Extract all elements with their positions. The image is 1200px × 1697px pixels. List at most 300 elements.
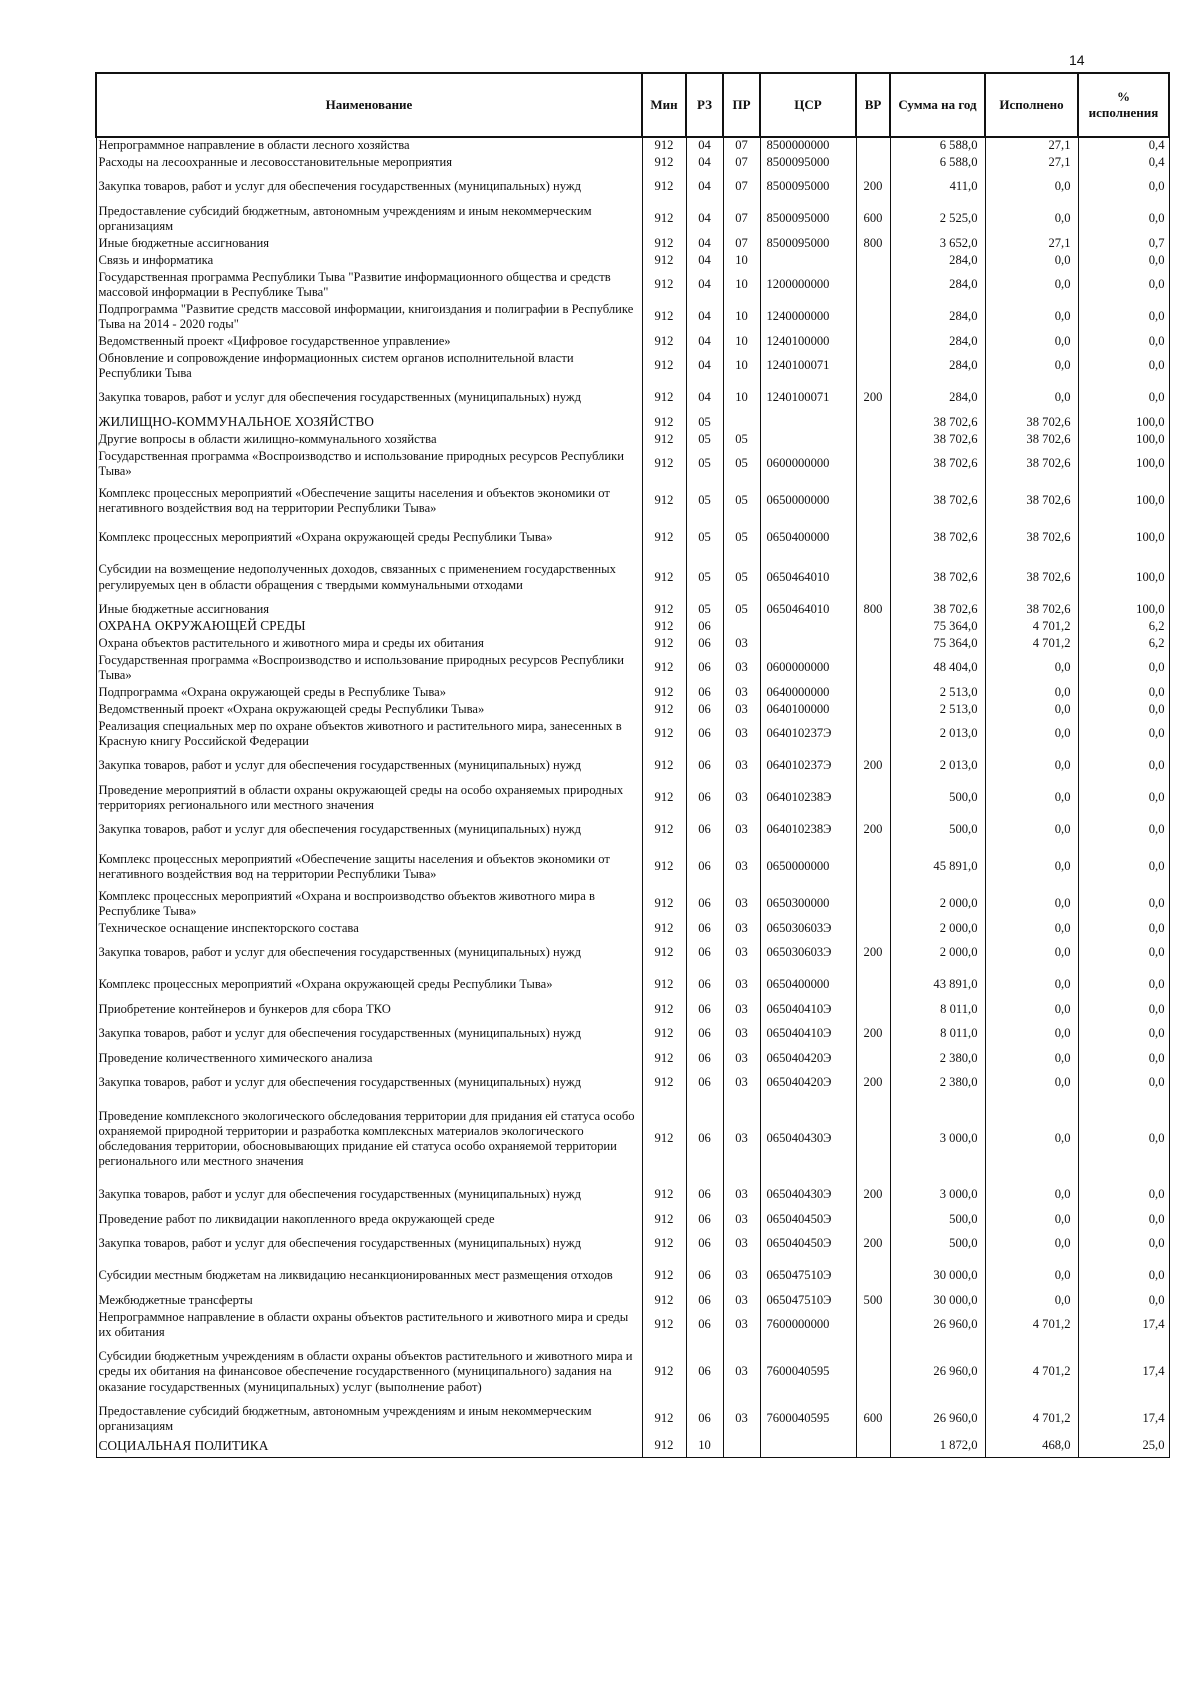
header-rz: РЗ xyxy=(686,73,723,137)
row-rz: 04 xyxy=(686,171,723,203)
table-row xyxy=(96,684,1169,701)
row-done: 0,0 xyxy=(985,1211,1078,1228)
row-min: 912 xyxy=(642,618,686,635)
row-name: Приобретение контейнеров и бункеров для сбора ТКО xyxy=(96,1001,642,1018)
row-done: 0,0 xyxy=(985,814,1078,846)
table-row xyxy=(96,601,1169,618)
row-sum: 6 588,0 xyxy=(890,154,985,171)
header-csr: ЦСР xyxy=(760,73,856,137)
row-name: Закупка товаров, работ и услуг для обеспечения государственных (муниципальных) нужд xyxy=(96,814,642,846)
row-rz: 06 xyxy=(686,782,723,814)
row-pr: 03 xyxy=(723,635,760,652)
row-pr: 03 xyxy=(723,1228,760,1260)
row-csr: 1240000000 xyxy=(760,301,856,333)
table-row xyxy=(96,888,1169,920)
row-sum: 75 364,0 xyxy=(890,635,985,652)
row-pr: 03 xyxy=(723,937,760,969)
row-done: 0,0 xyxy=(985,382,1078,414)
row-pr: 10 xyxy=(723,333,760,350)
row-rz: 06 xyxy=(686,1228,723,1260)
row-min: 912 xyxy=(642,920,686,937)
table-row xyxy=(96,937,1169,969)
row-min: 912 xyxy=(642,969,686,1001)
table-row xyxy=(96,431,1169,448)
row-pct: 0,0 xyxy=(1078,652,1169,684)
row-pct: 0,0 xyxy=(1078,814,1169,846)
table-row xyxy=(96,1403,1169,1435)
row-vr xyxy=(856,252,890,269)
row-pr: 10 xyxy=(723,382,760,414)
table-row xyxy=(96,618,1169,635)
row-pct: 17,4 xyxy=(1078,1309,1169,1341)
table-row xyxy=(96,448,1169,480)
row-rz: 06 xyxy=(686,684,723,701)
budget-execution-table xyxy=(95,72,1170,1458)
row-done: 38 702,6 xyxy=(985,480,1078,522)
row-csr: 8500000000 xyxy=(760,137,856,154)
table-row xyxy=(96,414,1169,431)
header-vr: ВР xyxy=(856,73,890,137)
row-rz: 06 xyxy=(686,920,723,937)
row-sum: 38 702,6 xyxy=(890,480,985,522)
row-rz: 04 xyxy=(686,235,723,252)
row-min: 912 xyxy=(642,1341,686,1403)
row-pr: 03 xyxy=(723,1260,760,1292)
row-min: 912 xyxy=(642,171,686,203)
row-csr xyxy=(760,252,856,269)
row-min: 912 xyxy=(642,554,686,601)
table-row xyxy=(96,522,1169,554)
row-name: Проведение работ по ликвидации накопленного вреда окружающей среде xyxy=(96,1211,642,1228)
table-row xyxy=(96,1001,1169,1018)
row-done: 0,0 xyxy=(985,1260,1078,1292)
row-vr xyxy=(856,269,890,301)
row-vr: 200 xyxy=(856,171,890,203)
row-min: 912 xyxy=(642,1309,686,1341)
row-rz: 04 xyxy=(686,137,723,154)
row-csr: 065047510Э xyxy=(760,1260,856,1292)
row-name: Ведомственный проект «Цифровое государственное управление» xyxy=(96,333,642,350)
row-pct: 0,0 xyxy=(1078,1001,1169,1018)
row-min: 912 xyxy=(642,1435,686,1457)
row-pct: 0,0 xyxy=(1078,1179,1169,1211)
row-pct: 0,0 xyxy=(1078,969,1169,1001)
row-rz: 06 xyxy=(686,1260,723,1292)
row-done: 0,0 xyxy=(985,1001,1078,1018)
row-rz: 04 xyxy=(686,252,723,269)
row-vr: 200 xyxy=(856,814,890,846)
row-done: 0,0 xyxy=(985,1067,1078,1099)
row-min: 912 xyxy=(642,350,686,382)
row-vr xyxy=(856,480,890,522)
row-sum: 38 702,6 xyxy=(890,522,985,554)
row-pct: 100,0 xyxy=(1078,448,1169,480)
row-vr: 200 xyxy=(856,382,890,414)
row-rz: 06 xyxy=(686,635,723,652)
row-csr: 064010237Э xyxy=(760,718,856,750)
row-done: 0,0 xyxy=(985,1292,1078,1309)
row-rz: 06 xyxy=(686,1292,723,1309)
row-pr: 05 xyxy=(723,522,760,554)
row-done: 0,0 xyxy=(985,937,1078,969)
row-rz: 06 xyxy=(686,888,723,920)
row-name: Комплекс процессных мероприятий «Обеспечение защиты населения и объектов экономики от негативного воздействия вод на территории Республики Тыва» xyxy=(96,480,642,522)
row-name: Закупка товаров, работ и услуг для обеспечения государственных (муниципальных) нужд xyxy=(96,1228,642,1260)
row-sum: 2 000,0 xyxy=(890,888,985,920)
row-sum: 2 525,0 xyxy=(890,203,985,235)
row-pr: 03 xyxy=(723,1018,760,1050)
row-name: СОЦИАЛЬНАЯ ПОЛИТИКА xyxy=(96,1435,642,1457)
row-sum: 284,0 xyxy=(890,252,985,269)
row-vr: 200 xyxy=(856,1179,890,1211)
row-sum: 3 652,0 xyxy=(890,235,985,252)
row-vr xyxy=(856,1435,890,1457)
row-min: 912 xyxy=(642,814,686,846)
table-row xyxy=(96,333,1169,350)
row-min: 912 xyxy=(642,203,686,235)
row-csr: 1240100071 xyxy=(760,350,856,382)
row-rz: 06 xyxy=(686,846,723,888)
row-name: Обновление и сопровождение информационных систем органов исполнительной власти Республики Тыва xyxy=(96,350,642,382)
row-csr: 1200000000 xyxy=(760,269,856,301)
row-pr: 03 xyxy=(723,1309,760,1341)
row-done: 0,0 xyxy=(985,1228,1078,1260)
row-csr: 065030603Э xyxy=(760,937,856,969)
row-done: 0,0 xyxy=(985,1018,1078,1050)
table-row xyxy=(96,701,1169,718)
row-pr xyxy=(723,414,760,431)
row-min: 912 xyxy=(642,269,686,301)
row-min: 912 xyxy=(642,431,686,448)
row-sum: 2 513,0 xyxy=(890,701,985,718)
row-sum: 1 872,0 xyxy=(890,1435,985,1457)
row-min: 912 xyxy=(642,1099,686,1179)
row-done: 4 701,2 xyxy=(985,1309,1078,1341)
row-vr: 600 xyxy=(856,1403,890,1435)
row-min: 912 xyxy=(642,252,686,269)
row-pr: 07 xyxy=(723,137,760,154)
row-pr: 10 xyxy=(723,301,760,333)
row-csr: 0650464010 xyxy=(760,554,856,601)
row-rz: 05 xyxy=(686,480,723,522)
row-pct: 0,0 xyxy=(1078,750,1169,782)
row-done: 0,0 xyxy=(985,269,1078,301)
row-min: 912 xyxy=(642,522,686,554)
row-vr xyxy=(856,522,890,554)
header-sum: Сумма на год xyxy=(890,73,985,137)
row-pct: 17,4 xyxy=(1078,1403,1169,1435)
row-vr xyxy=(856,701,890,718)
row-sum: 38 702,6 xyxy=(890,414,985,431)
row-name: Комплекс процессных мероприятий «Охрана окружающей среды Республики Тыва» xyxy=(96,522,642,554)
row-pr: 03 xyxy=(723,1050,760,1067)
row-name: Субсидии бюджетным учреждениям в области охраны объектов растительного и животного мира и среды их обитания на финансовое обеспечение государственного (муниципального) задания на оказание государственных (муниципальных) услуг (выполнение работ) xyxy=(96,1341,642,1403)
row-done: 38 702,6 xyxy=(985,414,1078,431)
row-name: Другие вопросы в области жилищно-коммунального хозяйства xyxy=(96,431,642,448)
row-rz: 06 xyxy=(686,1050,723,1067)
row-pct: 6,2 xyxy=(1078,618,1169,635)
row-vr xyxy=(856,1099,890,1179)
table-row xyxy=(96,1018,1169,1050)
row-pr xyxy=(723,618,760,635)
row-name: Закупка товаров, работ и услуг для обеспечения государственных (муниципальных) нужд xyxy=(96,1179,642,1211)
table-row xyxy=(96,235,1169,252)
row-min: 912 xyxy=(642,1179,686,1211)
row-pr: 07 xyxy=(723,235,760,252)
row-name: Комплекс процессных мероприятий «Обеспечение защиты населения и объектов экономики от негативного воздействия вод на территории Республики Тыва» xyxy=(96,846,642,888)
row-pct: 0,0 xyxy=(1078,684,1169,701)
row-pr: 03 xyxy=(723,969,760,1001)
row-rz: 06 xyxy=(686,1099,723,1179)
row-pr: 03 xyxy=(723,1179,760,1211)
row-sum: 411,0 xyxy=(890,171,985,203)
row-pct: 0,0 xyxy=(1078,888,1169,920)
row-pct: 100,0 xyxy=(1078,601,1169,618)
row-name: Расходы на лесоохранные и лесовосстановительные мероприятия xyxy=(96,154,642,171)
row-min: 912 xyxy=(642,235,686,252)
row-vr: 500 xyxy=(856,1292,890,1309)
row-pr xyxy=(723,1435,760,1457)
header-min: Мин xyxy=(642,73,686,137)
row-rz: 06 xyxy=(686,1211,723,1228)
row-sum: 284,0 xyxy=(890,382,985,414)
table-row xyxy=(96,382,1169,414)
row-pct: 0,0 xyxy=(1078,171,1169,203)
row-csr: 065047510Э xyxy=(760,1292,856,1309)
row-done: 0,0 xyxy=(985,252,1078,269)
table-row xyxy=(96,782,1169,814)
row-done: 0,0 xyxy=(985,1179,1078,1211)
row-done: 0,0 xyxy=(985,203,1078,235)
table-row xyxy=(96,301,1169,333)
table-header-row xyxy=(96,73,1169,137)
row-done: 0,0 xyxy=(985,701,1078,718)
row-pct: 0,0 xyxy=(1078,203,1169,235)
row-pr: 03 xyxy=(723,652,760,684)
row-sum: 26 960,0 xyxy=(890,1341,985,1403)
row-vr xyxy=(856,1260,890,1292)
row-csr xyxy=(760,618,856,635)
row-pct: 0,0 xyxy=(1078,333,1169,350)
row-pct: 0,0 xyxy=(1078,1067,1169,1099)
row-name: Предоставление субсидий бюджетным, автономным учреждениям и иным некоммерческим организациям xyxy=(96,203,642,235)
row-min: 912 xyxy=(642,1211,686,1228)
row-sum: 2 013,0 xyxy=(890,750,985,782)
row-rz: 10 xyxy=(686,1435,723,1457)
row-min: 912 xyxy=(642,1403,686,1435)
row-sum: 2 380,0 xyxy=(890,1050,985,1067)
row-csr: 065040450Э xyxy=(760,1211,856,1228)
row-csr: 7600000000 xyxy=(760,1309,856,1341)
row-pr: 10 xyxy=(723,350,760,382)
row-csr: 065040450Э xyxy=(760,1228,856,1260)
row-min: 912 xyxy=(642,333,686,350)
row-done: 0,0 xyxy=(985,750,1078,782)
row-vr: 800 xyxy=(856,235,890,252)
row-csr: 065040420Э xyxy=(760,1050,856,1067)
row-vr xyxy=(856,782,890,814)
row-done: 0,0 xyxy=(985,920,1078,937)
row-min: 912 xyxy=(642,601,686,618)
row-sum: 38 702,6 xyxy=(890,554,985,601)
row-pr: 03 xyxy=(723,1341,760,1403)
row-csr: 7600040595 xyxy=(760,1341,856,1403)
table-row xyxy=(96,635,1169,652)
row-vr xyxy=(856,1211,890,1228)
row-csr: 065040430Э xyxy=(760,1099,856,1179)
table-row xyxy=(96,718,1169,750)
row-min: 912 xyxy=(642,701,686,718)
table-row xyxy=(96,969,1169,1001)
row-pct: 0,0 xyxy=(1078,269,1169,301)
row-done: 0,0 xyxy=(985,652,1078,684)
table-row xyxy=(96,554,1169,601)
row-name: Закупка товаров, работ и услуг для обеспечения государственных (муниципальных) нужд xyxy=(96,171,642,203)
row-pr: 07 xyxy=(723,171,760,203)
row-name: ОХРАНА ОКРУЖАЮЩЕЙ СРЕДЫ xyxy=(96,618,642,635)
row-pr: 03 xyxy=(723,846,760,888)
row-vr xyxy=(856,431,890,448)
row-done: 0,0 xyxy=(985,782,1078,814)
row-csr: 7600040595 xyxy=(760,1403,856,1435)
row-done: 4 701,2 xyxy=(985,618,1078,635)
table-row xyxy=(96,1211,1169,1228)
row-pct: 0,0 xyxy=(1078,382,1169,414)
row-pr: 03 xyxy=(723,782,760,814)
table-row xyxy=(96,846,1169,888)
header-pr: ПР xyxy=(723,73,760,137)
row-sum: 38 702,6 xyxy=(890,448,985,480)
row-sum: 3 000,0 xyxy=(890,1179,985,1211)
row-name: Ведомственный проект «Охрана окружающей среды Республики Тыва» xyxy=(96,701,642,718)
row-csr: 0650000000 xyxy=(760,846,856,888)
row-vr: 200 xyxy=(856,1018,890,1050)
row-min: 912 xyxy=(642,414,686,431)
row-vr: 200 xyxy=(856,1067,890,1099)
row-sum: 500,0 xyxy=(890,782,985,814)
row-pct: 0,0 xyxy=(1078,1260,1169,1292)
row-csr: 065040430Э xyxy=(760,1179,856,1211)
row-name: Непрограммное направление в области охраны объектов растительного и животного мира и среды их обитания xyxy=(96,1309,642,1341)
row-rz: 05 xyxy=(686,601,723,618)
row-rz: 06 xyxy=(686,1001,723,1018)
row-min: 912 xyxy=(642,684,686,701)
row-pr: 07 xyxy=(723,203,760,235)
row-min: 912 xyxy=(642,750,686,782)
row-name: Непрограммное направление в области лесного хозяйства xyxy=(96,137,642,154)
row-csr: 8500095000 xyxy=(760,203,856,235)
row-sum: 48 404,0 xyxy=(890,652,985,684)
row-vr xyxy=(856,137,890,154)
row-name: Связь и информатика xyxy=(96,252,642,269)
row-name: Закупка товаров, работ и услуг для обеспечения государственных (муниципальных) нужд xyxy=(96,937,642,969)
row-done: 0,0 xyxy=(985,969,1078,1001)
row-sum: 8 011,0 xyxy=(890,1018,985,1050)
row-min: 912 xyxy=(642,154,686,171)
row-csr: 065040420Э xyxy=(760,1067,856,1099)
row-rz: 05 xyxy=(686,448,723,480)
row-pct: 6,2 xyxy=(1078,635,1169,652)
row-csr: 065030603Э xyxy=(760,920,856,937)
row-done: 0,0 xyxy=(985,684,1078,701)
row-pr: 05 xyxy=(723,480,760,522)
row-rz: 04 xyxy=(686,301,723,333)
table-row xyxy=(96,171,1169,203)
row-rz: 06 xyxy=(686,1067,723,1099)
row-pr: 03 xyxy=(723,888,760,920)
row-rz: 05 xyxy=(686,522,723,554)
row-csr: 8500095000 xyxy=(760,154,856,171)
row-vr xyxy=(856,154,890,171)
row-vr: 200 xyxy=(856,750,890,782)
row-done: 0,0 xyxy=(985,350,1078,382)
row-done: 0,0 xyxy=(985,301,1078,333)
row-name: Подпрограмма "Развитие средств массовой информации, книгоиздания и полиграфии в Республике Тыва на 2014 - 2020 годы" xyxy=(96,301,642,333)
table-row xyxy=(96,137,1169,154)
row-done: 0,0 xyxy=(985,171,1078,203)
row-name: Иные бюджетные ассигнования xyxy=(96,601,642,618)
row-sum: 8 011,0 xyxy=(890,1001,985,1018)
row-pct: 0,4 xyxy=(1078,154,1169,171)
row-sum: 26 960,0 xyxy=(890,1403,985,1435)
row-rz: 04 xyxy=(686,203,723,235)
row-csr: 0600000000 xyxy=(760,448,856,480)
row-name: Проведение комплексного экологического обследования территории для придания ей статуса особо охраняемой природной территории и разработка комплексных материалов экологического обследования территории, обосновывающих придание ей статуса особо охраняемой территории регионального или местного значения xyxy=(96,1099,642,1179)
row-done: 38 702,6 xyxy=(985,431,1078,448)
row-vr xyxy=(856,1001,890,1018)
row-csr xyxy=(760,635,856,652)
row-done: 38 702,6 xyxy=(985,601,1078,618)
row-vr xyxy=(856,652,890,684)
row-pct: 0,0 xyxy=(1078,846,1169,888)
row-rz: 06 xyxy=(686,1309,723,1341)
row-sum: 284,0 xyxy=(890,333,985,350)
row-min: 912 xyxy=(642,652,686,684)
table-row xyxy=(96,154,1169,171)
row-pr: 03 xyxy=(723,1403,760,1435)
row-done: 0,0 xyxy=(985,846,1078,888)
row-pct: 0,0 xyxy=(1078,701,1169,718)
row-done: 0,0 xyxy=(985,718,1078,750)
row-name: Предоставление субсидий бюджетным, автономным учреждениям и иным некоммерческим организациям xyxy=(96,1403,642,1435)
row-csr: 0650000000 xyxy=(760,480,856,522)
row-csr: 065040410Э xyxy=(760,1018,856,1050)
row-pct: 0,0 xyxy=(1078,718,1169,750)
row-pct: 0,0 xyxy=(1078,252,1169,269)
row-rz: 04 xyxy=(686,350,723,382)
row-pct: 0,0 xyxy=(1078,350,1169,382)
row-csr: 0650464010 xyxy=(760,601,856,618)
row-vr xyxy=(856,618,890,635)
row-csr: 0640100000 xyxy=(760,701,856,718)
row-csr xyxy=(760,1435,856,1457)
row-name: Закупка товаров, работ и услуг для обеспечения государственных (муниципальных) нужд xyxy=(96,1067,642,1099)
row-rz: 04 xyxy=(686,269,723,301)
row-rz: 06 xyxy=(686,937,723,969)
row-csr: 8500095000 xyxy=(760,235,856,252)
row-name: Комплекс процессных мероприятий «Охрана окружающей среды Республики Тыва» xyxy=(96,969,642,1001)
row-pr: 05 xyxy=(723,431,760,448)
row-done: 0,0 xyxy=(985,1050,1078,1067)
row-done: 0,0 xyxy=(985,888,1078,920)
table-body xyxy=(96,137,1169,1457)
row-sum: 38 702,6 xyxy=(890,431,985,448)
row-name: Закупка товаров, работ и услуг для обеспечения государственных (муниципальных) нужд xyxy=(96,750,642,782)
row-csr: 8500095000 xyxy=(760,171,856,203)
row-vr xyxy=(856,920,890,937)
page-number: 14 xyxy=(1069,52,1085,68)
row-min: 912 xyxy=(642,480,686,522)
